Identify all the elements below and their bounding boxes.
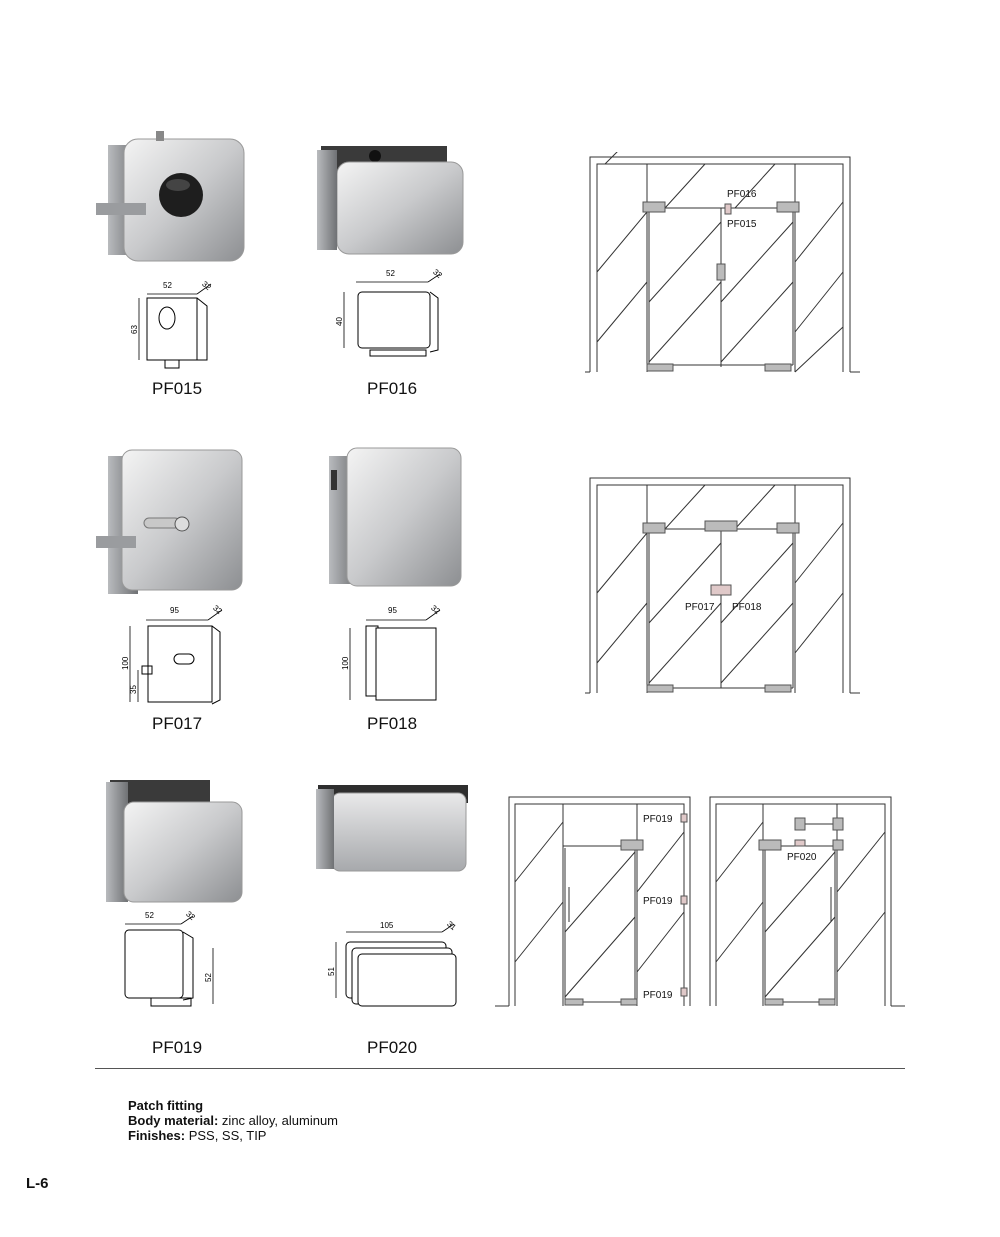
pf017-product-code: PF017 bbox=[152, 714, 203, 733]
pf020-product-photo bbox=[312, 775, 472, 880]
diagram3-label-pf019-top: PF019 bbox=[643, 814, 673, 825]
pf015-product-code: PF015 bbox=[152, 379, 203, 398]
pf020-dim-height: 51 bbox=[327, 967, 336, 976]
spec-finish-label: Finishes: bbox=[128, 1128, 186, 1143]
spec-finish-value: PSS, SS, TIP bbox=[185, 1128, 267, 1143]
pf015-product-photo bbox=[96, 125, 256, 265]
diagram3-label-pf019-mid: PF019 bbox=[643, 896, 673, 907]
diagram4-label-pf020: PF020 bbox=[787, 852, 817, 863]
pf015-dim-height: 63 bbox=[130, 325, 139, 334]
diagram2-label-pf017: PF017 bbox=[685, 602, 715, 613]
pf019-dim-depth: 32 bbox=[184, 909, 197, 922]
pf019-product-photo bbox=[104, 760, 249, 910]
pf020-dim-width: 105 bbox=[380, 921, 394, 930]
pf019-dimension-drawing bbox=[115, 908, 225, 1008]
pf015-dim-depth: 32 bbox=[200, 279, 213, 292]
pf017-dim-height2: 35 bbox=[129, 685, 138, 694]
pf015-dimension-drawing bbox=[125, 278, 225, 373]
pf018-dimension-drawing bbox=[330, 600, 460, 710]
pf019-dim-width: 52 bbox=[145, 911, 154, 920]
pf015-dim-width: 52 bbox=[163, 281, 172, 290]
pf019-product-code: PF019 bbox=[152, 1038, 203, 1057]
page-number: L-6 bbox=[26, 1175, 49, 1192]
pf019-dim-height: 52 bbox=[204, 973, 213, 982]
door-diagram-4 bbox=[705, 792, 905, 1012]
pf017-dim-width: 95 bbox=[170, 606, 179, 615]
pf016-dim-depth: 32 bbox=[431, 267, 444, 280]
spec-material-value: zinc alloy, aluminum bbox=[218, 1113, 339, 1128]
pf020-dim-depth: 31 bbox=[445, 919, 458, 932]
pf018-product-code: PF018 bbox=[367, 714, 418, 733]
pf018-dim-depth: 32 bbox=[429, 603, 442, 616]
pf016-dim-height: 40 bbox=[335, 317, 344, 326]
pf017-dim-depth: 32 bbox=[211, 603, 224, 616]
pf020-dimension-drawing bbox=[322, 918, 472, 1010]
diagram1-label-pf015: PF015 bbox=[727, 219, 757, 230]
spec-block bbox=[128, 1098, 338, 1143]
pf016-product-photo bbox=[315, 130, 465, 260]
pf018-product-photo bbox=[325, 440, 465, 590]
pf017-dim-height: 100 bbox=[121, 656, 130, 670]
diagram1-label-pf016: PF016 bbox=[727, 189, 757, 200]
door-diagram-3 bbox=[495, 792, 695, 1012]
pf016-dimension-drawing bbox=[330, 262, 450, 362]
diagram3-label-pf019-bottom: PF019 bbox=[643, 990, 673, 1001]
door-diagram-2 bbox=[585, 473, 860, 698]
pf017-dimension-drawing bbox=[112, 600, 242, 710]
pf018-dim-width: 95 bbox=[388, 606, 397, 615]
spec-material-label: Body material: bbox=[128, 1113, 219, 1128]
diagram2-label-pf018: PF018 bbox=[732, 602, 762, 613]
pf018-dim-height: 100 bbox=[341, 656, 350, 670]
pf017-product-photo bbox=[96, 440, 251, 600]
pf020-product-code: PF020 bbox=[367, 1038, 418, 1057]
pf016-dim-width: 52 bbox=[386, 269, 395, 278]
door-diagram-1 bbox=[585, 152, 860, 377]
section-divider bbox=[95, 1068, 905, 1069]
pf016-product-code: PF016 bbox=[367, 379, 418, 398]
spec-title: Patch fitting bbox=[128, 1098, 204, 1113]
